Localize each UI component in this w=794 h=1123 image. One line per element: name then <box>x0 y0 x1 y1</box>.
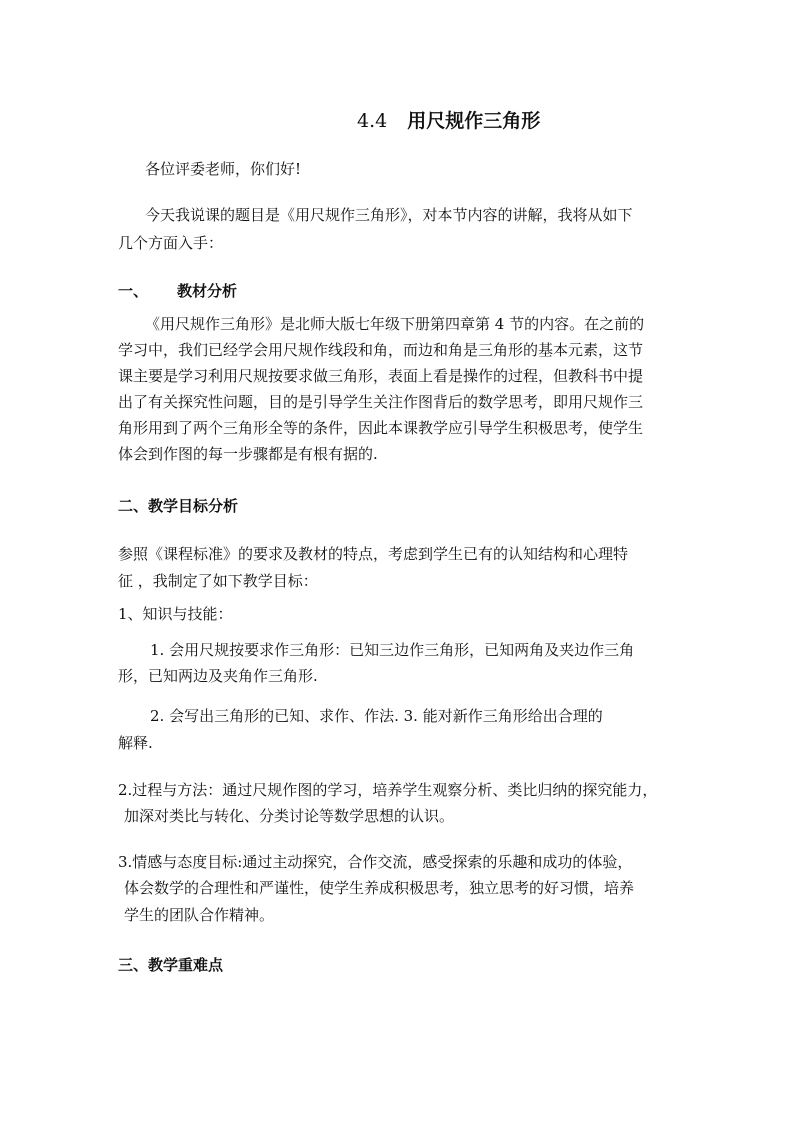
goal-3-line-2: 体会数学的合理性和严谨性，使学生养成积极思考，独立思考的好习惯，培养 <box>124 879 635 897</box>
paragraph-1-line-3: 课主要是学习利用尺规按要求做三角形，表面上看是操作的过程，但教科书中提 <box>118 367 644 385</box>
goal-3-line-3: 学生的团队合作精神。 <box>124 906 275 924</box>
greeting: 各位评委老师，你们好! <box>145 160 302 178</box>
paragraph-1-line-4: 出了有关探究性问题，目的是引导学生关注作图背后的数学思考，即用尺规作三 <box>118 393 644 411</box>
section-2-heading: 二、教学目标分析 <box>118 497 239 515</box>
paragraph-1-line-2: 学习中，我们已经学会用尺规作线段和角，而边和角是三角形的基本元素，这节 <box>118 341 644 359</box>
section-1-number: 一、 <box>118 282 149 300</box>
intro-line-1: 今天我说课的题目是《用尺规作三角形》，对本节内容的讲解，我将从如下 <box>145 206 633 224</box>
goal-1-item-1-line-1: 1. 会用尺规按要求作三角形：已知三边作三角形，已知两角及夹边作三角 <box>150 641 635 659</box>
goal-1-heading: 1、知识与技能： <box>118 605 233 623</box>
page-title <box>357 106 540 133</box>
paragraph-1-line-1: 《用尺规作三角形》是北师大版七年级下册第四章第 4 节的内容。在之前的 <box>145 315 645 333</box>
paragraph-1-line-5: 角形用到了两个三角形全等的条件，因此本课教学应引导学生积极思考，使学生 <box>118 419 644 437</box>
section-3-heading: 三、教学重难点 <box>118 956 224 974</box>
title-text: 用尺规作三角形 <box>407 110 541 132</box>
goal-1-item-2-line-2: 解释. <box>118 734 153 752</box>
goal-1-item-1-line-2: 形，已知两边及夹角作三角形. <box>118 667 318 685</box>
paragraph-2-line-2: 征 ，我制定了如下教学目标： <box>118 572 318 590</box>
paragraph-1-line-6: 体会到作图的每一步骤都是有根有据的. <box>118 445 378 463</box>
section-1-heading: 教材分析 <box>177 282 238 300</box>
intro-line-2: 几个方面入手： <box>118 234 224 252</box>
goal-2-line-2: 加深对类比与转化、分类讨论等数学思想的认识。 <box>124 807 455 825</box>
goal-1-item-2-line-1: 2. 会写出三角形的已知、求作、作法. 3. 能对新作三角形给出合理的 <box>150 707 603 725</box>
title-number: 4.4 <box>357 110 388 132</box>
paragraph-2-line-1: 参照《课程标准》的要求及教材的特点，考虑到学生已有的认知结构和心理特 <box>118 545 629 563</box>
goal-2-line-1: 2.过程与方法：通过尺规作图的学习，培养学生观察分析、类比归纳的探究能力， <box>118 781 658 799</box>
goal-3-line-1: 3.情感与态度目标:通过主动探究，合作交流，感受探索的乐趣和成功的体验， <box>118 853 633 871</box>
